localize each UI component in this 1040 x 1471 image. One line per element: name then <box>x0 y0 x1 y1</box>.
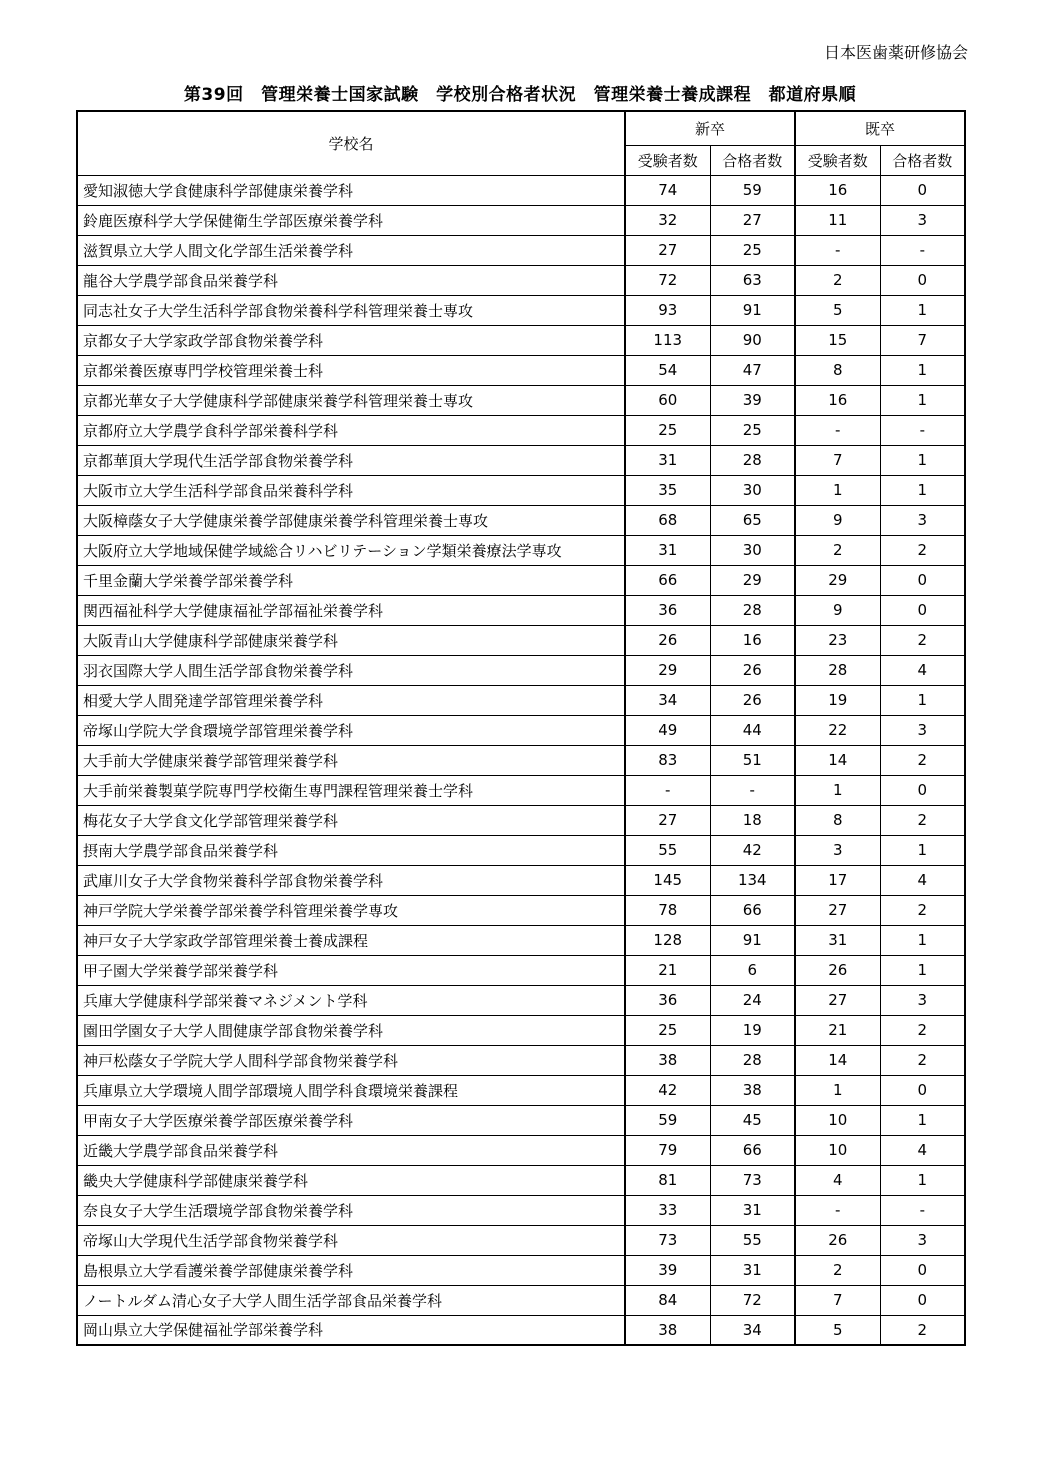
prior-passers-cell: 3 <box>880 505 965 535</box>
results-table <box>76 110 966 1346</box>
school-name-cell: 京都華頂大学現代生活学部食物栄養学科 <box>77 445 625 475</box>
new-examinees-cell: 81 <box>625 1165 710 1195</box>
table-row <box>77 925 965 955</box>
prior-examinees-cell: 10 <box>795 1105 880 1135</box>
new-passers-cell: 47 <box>710 355 795 385</box>
new-examinees-cell: 66 <box>625 565 710 595</box>
table-row <box>77 235 965 265</box>
table-row <box>77 1315 965 1345</box>
school-name-cell: 甲子園大学栄養学部栄養学科 <box>77 955 625 985</box>
prior-passers-cell: 1 <box>880 1165 965 1195</box>
new-passers-cell: 25 <box>710 235 795 265</box>
school-name-cell: 甲南女子大学医療栄養学部医療栄養学科 <box>77 1105 625 1135</box>
prior-passers-cell: 1 <box>880 355 965 385</box>
school-name-cell: 大阪青山大学健康科学部健康栄養学科 <box>77 625 625 655</box>
new-passers-cell: 28 <box>710 1045 795 1075</box>
table-row <box>77 175 965 205</box>
prior-examinees-cell: 2 <box>795 1255 880 1285</box>
new-examinees-cell: 72 <box>625 265 710 295</box>
school-name-cell: 大手前大学健康栄養学部管理栄養学科 <box>77 745 625 775</box>
school-name-cell: 千里金蘭大学栄養学部栄養学科 <box>77 565 625 595</box>
new-passers-cell: 25 <box>710 415 795 445</box>
new-examinees-cell: 36 <box>625 985 710 1015</box>
prior-examinees-cell: 9 <box>795 595 880 625</box>
new-examinees-cell: 74 <box>625 175 710 205</box>
new-passers-cell: 31 <box>710 1195 795 1225</box>
new-passers-cell: 44 <box>710 715 795 745</box>
school-name-cell: 兵庫県立大学環境人間学部環境人間学科食環境栄養課程 <box>77 1075 625 1105</box>
table-row <box>77 1135 965 1165</box>
new-passers-header: 合格者数 <box>710 145 795 175</box>
new-examinees-cell: - <box>625 775 710 805</box>
new-examinees-cell: 34 <box>625 685 710 715</box>
new-passers-cell: 91 <box>710 295 795 325</box>
prior-examinees-cell: 1 <box>795 775 880 805</box>
prior-passers-cell: 2 <box>880 535 965 565</box>
prior-passers-cell: 1 <box>880 445 965 475</box>
school-name-cell: 大阪樟蔭女子大学健康栄養学部健康栄養学科管理栄養士専攻 <box>77 505 625 535</box>
organization-name: 日本医歯薬研修協会 <box>823 43 968 62</box>
prior-passers-cell: 1 <box>880 925 965 955</box>
new-examinees-cell: 113 <box>625 325 710 355</box>
prior-passers-cell: 4 <box>880 865 965 895</box>
new-examinees-cell: 54 <box>625 355 710 385</box>
prior-passers-cell: 3 <box>880 205 965 235</box>
prior-examinees-cell: 8 <box>795 355 880 385</box>
prior-passers-cell: - <box>880 1195 965 1225</box>
new-examinees-cell: 73 <box>625 1225 710 1255</box>
prior-passers-cell: 2 <box>880 745 965 775</box>
new-examinees-cell: 32 <box>625 205 710 235</box>
prior-passers-cell: 0 <box>880 775 965 805</box>
new-examinees-cell: 68 <box>625 505 710 535</box>
school-name-cell: 鈴鹿医療科学大学保健衛生学部医療栄養学科 <box>77 205 625 235</box>
new-examinees-cell: 31 <box>625 445 710 475</box>
prior-passers-cell: 1 <box>880 385 965 415</box>
prior-passers-cell: 1 <box>880 685 965 715</box>
prior-examinees-cell: 27 <box>795 985 880 1015</box>
new-examinees-cell: 59 <box>625 1105 710 1135</box>
table-row <box>77 355 965 385</box>
school-name-cell: 京都府立大学農学食科学部栄養科学科 <box>77 415 625 445</box>
prior-examinees-cell: 7 <box>795 1285 880 1315</box>
prior-examinees-cell: 28 <box>795 655 880 685</box>
prior-examinees-cell: 22 <box>795 715 880 745</box>
table-row <box>77 385 965 415</box>
prior-examinees-cell: 14 <box>795 1045 880 1075</box>
table-row <box>77 505 965 535</box>
new-passers-cell: 6 <box>710 955 795 985</box>
prior-grad-header: 既卒 <box>795 111 965 145</box>
new-examinees-cell: 21 <box>625 955 710 985</box>
table-row <box>77 1255 965 1285</box>
table-row <box>77 1015 965 1045</box>
new-passers-cell: 26 <box>710 685 795 715</box>
table-row <box>77 1105 965 1135</box>
prior-examinees-cell: 5 <box>795 295 880 325</box>
table-row <box>77 535 965 565</box>
prior-examinees-cell: 26 <box>795 1225 880 1255</box>
new-passers-cell: 91 <box>710 925 795 955</box>
table-row <box>77 295 965 325</box>
new-examinees-cell: 29 <box>625 655 710 685</box>
table-row <box>77 325 965 355</box>
school-name-cell: 京都栄養医療専門学校管理栄養士科 <box>77 355 625 385</box>
table-row <box>77 955 965 985</box>
new-passers-cell: 19 <box>710 1015 795 1045</box>
prior-examinees-cell: 5 <box>795 1315 880 1345</box>
new-passers-cell: - <box>710 775 795 805</box>
prior-passers-cell: 3 <box>880 985 965 1015</box>
new-passers-cell: 27 <box>710 205 795 235</box>
prior-passers-cell: 0 <box>880 1075 965 1105</box>
school-name-cell: 龍谷大学農学部食品栄養学科 <box>77 265 625 295</box>
new-passers-cell: 55 <box>710 1225 795 1255</box>
school-name-cell: 京都女子大学家政学部食物栄養学科 <box>77 325 625 355</box>
table-row <box>77 595 965 625</box>
new-grad-header: 新卒 <box>625 111 795 145</box>
new-examinees-cell: 33 <box>625 1195 710 1225</box>
table-row <box>77 865 965 895</box>
school-name-cell: 畿央大学健康科学部健康栄養学科 <box>77 1165 625 1195</box>
new-passers-cell: 30 <box>710 475 795 505</box>
prior-examinees-cell: 29 <box>795 565 880 595</box>
prior-examinees-cell: 26 <box>795 955 880 985</box>
table-row <box>77 565 965 595</box>
new-passers-cell: 66 <box>710 1135 795 1165</box>
new-passers-cell: 65 <box>710 505 795 535</box>
new-passers-cell: 72 <box>710 1285 795 1315</box>
prior-passers-cell: 3 <box>880 1225 965 1255</box>
prior-passers-cell: 3 <box>880 715 965 745</box>
new-passers-cell: 51 <box>710 745 795 775</box>
school-name-cell: 大阪府立大学地域保健学域総合リハビリテーション学類栄養療法学専攻 <box>77 535 625 565</box>
prior-examinees-cell: 2 <box>795 265 880 295</box>
prior-examinees-cell: 31 <box>795 925 880 955</box>
prior-passers-cell: 0 <box>880 1255 965 1285</box>
table-row <box>77 895 965 925</box>
new-passers-cell: 31 <box>710 1255 795 1285</box>
new-examinees-cell: 39 <box>625 1255 710 1285</box>
new-examinees-cell: 25 <box>625 415 710 445</box>
school-name-cell: ノートルダム清心女子大学人間生活学部食品栄養学科 <box>77 1285 625 1315</box>
school-name-header: 学校名 <box>77 111 625 175</box>
prior-passers-cell: 4 <box>880 655 965 685</box>
prior-passers-cell: - <box>880 415 965 445</box>
new-passers-cell: 39 <box>710 385 795 415</box>
school-name-cell: 神戸女子大学家政学部管理栄養士養成課程 <box>77 925 625 955</box>
prior-passers-cell: 2 <box>880 895 965 925</box>
new-examinees-cell: 78 <box>625 895 710 925</box>
new-passers-cell: 38 <box>710 1075 795 1105</box>
prior-examinees-cell: 15 <box>795 325 880 355</box>
school-name-cell: 関西福祉科学大学健康福祉学部福祉栄養学科 <box>77 595 625 625</box>
school-name-cell: 大阪市立大学生活科学部食品栄養科学科 <box>77 475 625 505</box>
prior-examinees-cell: 8 <box>795 805 880 835</box>
table-row <box>77 445 965 475</box>
table-row <box>77 745 965 775</box>
prior-passers-cell: 2 <box>880 1045 965 1075</box>
school-name-cell: 武庫川女子大学食物栄養科学部食物栄養学科 <box>77 865 625 895</box>
new-examinees-cell: 42 <box>625 1075 710 1105</box>
school-name-cell: 岡山県立大学保健福祉学部栄養学科 <box>77 1315 625 1345</box>
table-row <box>77 835 965 865</box>
school-name-cell: 京都光華女子大学健康科学部健康栄養学科管理栄養士専攻 <box>77 385 625 415</box>
prior-examinees-cell: 21 <box>795 1015 880 1045</box>
school-name-cell: 羽衣国際大学人間生活学部食物栄養学科 <box>77 655 625 685</box>
new-passers-cell: 24 <box>710 985 795 1015</box>
school-name-cell: 帝塚山学院大学食環境学部管理栄養学科 <box>77 715 625 745</box>
new-passers-cell: 30 <box>710 535 795 565</box>
prior-examinees-cell: 17 <box>795 865 880 895</box>
new-passers-cell: 73 <box>710 1165 795 1195</box>
school-name-cell: 大手前栄養製菓学院専門学校衛生専門課程管理栄養士学科 <box>77 775 625 805</box>
school-name-cell: 園田学園女子大学人間健康学部食物栄養学科 <box>77 1015 625 1045</box>
prior-examinees-cell: 9 <box>795 505 880 535</box>
results-table-body <box>77 175 965 1345</box>
table-row <box>77 475 965 505</box>
school-name-cell: 滋賀県立大学人間文化学部生活栄養学科 <box>77 235 625 265</box>
table-row <box>77 1165 965 1195</box>
new-passers-cell: 34 <box>710 1315 795 1345</box>
prior-passers-cell: 2 <box>880 1015 965 1045</box>
prior-examinees-cell: 16 <box>795 175 880 205</box>
new-examinees-cell: 128 <box>625 925 710 955</box>
table-row <box>77 1195 965 1225</box>
table-row <box>77 205 965 235</box>
new-passers-cell: 29 <box>710 565 795 595</box>
school-name-cell: 奈良女子大学生活環境学部食物栄養学科 <box>77 1195 625 1225</box>
prior-examinees-cell: 10 <box>795 1135 880 1165</box>
new-passers-cell: 66 <box>710 895 795 925</box>
prior-passers-cell: - <box>880 235 965 265</box>
new-examinees-cell: 93 <box>625 295 710 325</box>
new-examinees-cell: 38 <box>625 1045 710 1075</box>
table-row <box>77 625 965 655</box>
table-row <box>77 805 965 835</box>
new-examinees-cell: 145 <box>625 865 710 895</box>
new-examinees-cell: 26 <box>625 625 710 655</box>
prior-passers-cell: 1 <box>880 835 965 865</box>
prior-passers-cell: 0 <box>880 595 965 625</box>
new-passers-cell: 59 <box>710 175 795 205</box>
prior-examinees-cell: 19 <box>795 685 880 715</box>
new-passers-cell: 63 <box>710 265 795 295</box>
table-row <box>77 775 965 805</box>
school-name-cell: 梅花女子大学食文化学部管理栄養学科 <box>77 805 625 835</box>
new-examinees-cell: 27 <box>625 235 710 265</box>
new-examinees-cell: 27 <box>625 805 710 835</box>
school-name-cell: 愛知淑徳大学食健康科学部健康栄養学科 <box>77 175 625 205</box>
prior-examinees-cell: 1 <box>795 1075 880 1105</box>
prior-examinees-cell: 27 <box>795 895 880 925</box>
prior-passers-cell: 2 <box>880 625 965 655</box>
prior-passers-cell: 0 <box>880 175 965 205</box>
table-row <box>77 685 965 715</box>
prior-passers-cell: 0 <box>880 1285 965 1315</box>
new-examinees-cell: 36 <box>625 595 710 625</box>
table-row <box>77 265 965 295</box>
school-name-cell: 相愛大学人間発達学部管理栄養学科 <box>77 685 625 715</box>
new-passers-cell: 28 <box>710 595 795 625</box>
new-examinees-cell: 25 <box>625 1015 710 1045</box>
prior-examinees-cell: 23 <box>795 625 880 655</box>
school-name-cell: 島根県立大学看護栄養学部健康栄養学科 <box>77 1255 625 1285</box>
prior-examinees-cell: 1 <box>795 475 880 505</box>
school-name-cell: 同志社女子大学生活科学部食物栄養科学科管理栄養士専攻 <box>77 295 625 325</box>
new-examinees-header: 受験者数 <box>625 145 710 175</box>
new-examinees-cell: 38 <box>625 1315 710 1345</box>
prior-passers-header: 合格者数 <box>880 145 965 175</box>
prior-passers-cell: 4 <box>880 1135 965 1165</box>
table-row <box>77 1225 965 1255</box>
new-examinees-cell: 49 <box>625 715 710 745</box>
school-name-cell: 帝塚山大学現代生活学部食物栄養学科 <box>77 1225 625 1255</box>
prior-examinees-cell: 16 <box>795 385 880 415</box>
prior-passers-cell: 1 <box>880 295 965 325</box>
new-passers-cell: 26 <box>710 655 795 685</box>
new-passers-cell: 134 <box>710 865 795 895</box>
prior-passers-cell: 1 <box>880 475 965 505</box>
prior-examinees-cell: - <box>795 235 880 265</box>
new-passers-cell: 45 <box>710 1105 795 1135</box>
new-passers-cell: 18 <box>710 805 795 835</box>
prior-examinees-cell: 14 <box>795 745 880 775</box>
table-row <box>77 415 965 445</box>
prior-passers-cell: 7 <box>880 325 965 355</box>
new-examinees-cell: 31 <box>625 535 710 565</box>
school-name-cell: 兵庫大学健康科学部栄養マネジメント学科 <box>77 985 625 1015</box>
new-examinees-cell: 79 <box>625 1135 710 1165</box>
prior-examinees-cell: 4 <box>795 1165 880 1195</box>
school-name-cell: 神戸松蔭女子学院大学人間科学部食物栄養学科 <box>77 1045 625 1075</box>
prior-examinees-cell: 11 <box>795 205 880 235</box>
new-examinees-cell: 84 <box>625 1285 710 1315</box>
prior-examinees-cell: 7 <box>795 445 880 475</box>
prior-examinees-header: 受験者数 <box>795 145 880 175</box>
prior-passers-cell: 0 <box>880 565 965 595</box>
prior-examinees-cell: 2 <box>795 535 880 565</box>
prior-passers-cell: 2 <box>880 805 965 835</box>
school-name-cell: 神戸学院大学栄養学部栄養学科管理栄養学専攻 <box>77 895 625 925</box>
new-examinees-cell: 83 <box>625 745 710 775</box>
new-passers-cell: 90 <box>710 325 795 355</box>
table-row <box>77 1045 965 1075</box>
new-examinees-cell: 35 <box>625 475 710 505</box>
table-row <box>77 1285 965 1315</box>
prior-passers-cell: 0 <box>880 265 965 295</box>
prior-examinees-cell: - <box>795 415 880 445</box>
new-examinees-cell: 60 <box>625 385 710 415</box>
table-row <box>77 655 965 685</box>
table-row <box>77 715 965 745</box>
school-name-cell: 摂南大学農学部食品栄養学科 <box>77 835 625 865</box>
prior-examinees-cell: - <box>795 1195 880 1225</box>
new-passers-cell: 28 <box>710 445 795 475</box>
prior-examinees-cell: 3 <box>795 835 880 865</box>
prior-passers-cell: 1 <box>880 1105 965 1135</box>
new-examinees-cell: 55 <box>625 835 710 865</box>
prior-passers-cell: 1 <box>880 955 965 985</box>
prior-passers-cell: 2 <box>880 1315 965 1345</box>
new-passers-cell: 42 <box>710 835 795 865</box>
page-title: 第39回 管理栄養士国家試験 学校別合格者状況 管理栄養士養成課程 都道府県順 <box>183 85 857 105</box>
new-passers-cell: 16 <box>710 625 795 655</box>
school-name-cell: 近畿大学農学部食品栄養学科 <box>77 1135 625 1165</box>
table-row <box>77 985 965 1015</box>
table-row <box>77 1075 965 1105</box>
